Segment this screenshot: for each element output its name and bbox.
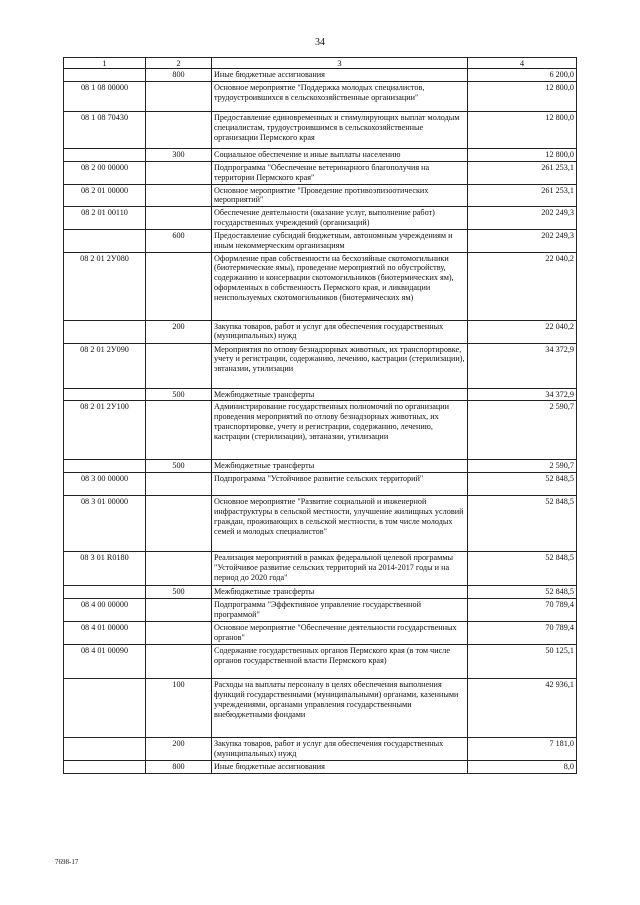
table-row	[64, 645, 577, 679]
cell-expense-type	[146, 552, 212, 586]
table-row	[64, 207, 577, 230]
cell-target-code: 08 2 01 00110	[64, 207, 146, 230]
cell-target-code: 08 3 01 00000	[64, 496, 146, 552]
table-row	[64, 343, 577, 388]
table-row	[64, 69, 577, 82]
cell-name: Предоставление единовременных и стимулирующих выплат молодым специалистам, трудоустроившимся в сельскохозяйственные организации Пермского края	[212, 112, 468, 149]
cell-name: Основное мероприятие "Обеспечение деятельности государственных органов"	[212, 622, 468, 645]
cell-name: Основное мероприятие "Развитие социальной и инженерной инфраструктуры в сельской местности, улучшение жилищных условий граждан, проживающих в сельской местности, в том числе молодых семей и молодых специалистов"	[212, 496, 468, 552]
cell-amount: 52 848,5	[468, 473, 577, 496]
cell-amount: 34 372,9	[468, 343, 577, 388]
budget-table	[63, 57, 577, 774]
cell-target-code	[64, 586, 146, 599]
header-col-2: 2	[146, 58, 212, 69]
cell-amount: 50 125,1	[468, 645, 577, 679]
cell-amount: 8,0	[468, 761, 577, 774]
cell-name: Основное мероприятие "Проведение противоэпизоотических мероприятий"	[212, 184, 468, 207]
cell-expense-type: 800	[146, 69, 212, 82]
table-row	[64, 320, 577, 343]
cell-expense-type	[146, 401, 212, 460]
cell-expense-type	[146, 161, 212, 184]
table-row	[64, 229, 577, 252]
cell-target-code: 08 1 08 00000	[64, 82, 146, 112]
table-row	[64, 82, 577, 112]
cell-amount: 22 040,2	[468, 252, 577, 320]
table-row	[64, 473, 577, 496]
page-number: 34	[315, 37, 325, 48]
cell-target-code	[64, 388, 146, 401]
cell-expense-type: 200	[146, 738, 212, 761]
table-row	[64, 679, 577, 738]
header-col-1: 1	[64, 58, 146, 69]
cell-name: Администрирование государственных полномочий по организации проведения мероприятий по отлову безнадзорных животных, их транспортировке, учету и регистрации, содержанию, лечению, кастрации (стерилизации), эвтаназии, утилизации	[212, 401, 468, 460]
table-row	[64, 599, 577, 622]
cell-target-code: 08 2 01 2У100	[64, 401, 146, 460]
cell-expense-type: 600	[146, 229, 212, 252]
cell-amount: 261 253,1	[468, 184, 577, 207]
cell-target-code	[64, 69, 146, 82]
table-row	[64, 149, 577, 162]
cell-amount: 22 040,2	[468, 320, 577, 343]
cell-amount: 6 200,0	[468, 69, 577, 82]
header-col-3: 3	[212, 58, 468, 69]
cell-expense-type	[146, 82, 212, 112]
table-row	[64, 252, 577, 320]
cell-amount: 42 936,1	[468, 679, 577, 738]
cell-amount: 34 372,9	[468, 388, 577, 401]
cell-name: Межбюджетные трансферты	[212, 388, 468, 401]
cell-target-code: 08 2 00 00000	[64, 161, 146, 184]
table-row	[64, 401, 577, 460]
cell-name: Предоставление субсидий бюджетным, автономным учреждениям и иным некоммерческим организациям	[212, 229, 468, 252]
cell-amount: 202 249,3	[468, 207, 577, 230]
cell-amount: 2 590,7	[468, 401, 577, 460]
cell-amount: 261 253,1	[468, 161, 577, 184]
cell-expense-type	[146, 207, 212, 230]
cell-amount: 202 249,3	[468, 229, 577, 252]
cell-target-code: 08 3 01 R0180	[64, 552, 146, 586]
cell-expense-type	[146, 473, 212, 496]
cell-target-code: 08 2 01 2У080	[64, 252, 146, 320]
cell-expense-type	[146, 622, 212, 645]
cell-expense-type: 100	[146, 679, 212, 738]
cell-target-code: 08 4 01 00090	[64, 645, 146, 679]
cell-expense-type: 300	[146, 149, 212, 162]
table-row	[64, 761, 577, 774]
cell-target-code: 08 4 00 00000	[64, 599, 146, 622]
table-row	[64, 161, 577, 184]
cell-name: Мероприятия по отлову безнадзорных животных, их транспортировке, учету и регистрации, содержанию, лечению, кастрации (стерилизации), эвтаназии, утилизации	[212, 343, 468, 388]
cell-target-code	[64, 761, 146, 774]
cell-name: Подпрограмма "Устойчивое развитие сельских территорий"	[212, 473, 468, 496]
header-col-4: 4	[468, 58, 577, 69]
table-row	[64, 496, 577, 552]
cell-expense-type: 800	[146, 761, 212, 774]
cell-expense-type	[146, 599, 212, 622]
cell-target-code	[64, 738, 146, 761]
table-row	[64, 552, 577, 586]
document-code: 7698-17	[55, 858, 79, 866]
table-row	[64, 388, 577, 401]
cell-target-code	[64, 229, 146, 252]
cell-name: Содержание государственных органов Пермского края (в том числе органов государственной власти Пермского края)	[212, 645, 468, 679]
cell-expense-type: 500	[146, 586, 212, 599]
cell-name: Реализация мероприятий в рамках федеральной целевой программы "Устойчивое развитие сельских территорий на 2014-2017 годы и на период до 2020 года"	[212, 552, 468, 586]
cell-amount: 2 590,7	[468, 460, 577, 473]
table-row	[64, 738, 577, 761]
cell-amount: 52 848,5	[468, 586, 577, 599]
cell-target-code	[64, 149, 146, 162]
cell-name: Межбюджетные трансферты	[212, 460, 468, 473]
cell-amount: 7 181,0	[468, 738, 577, 761]
table-row	[64, 586, 577, 599]
cell-name: Закупка товаров, работ и услуг для обеспечения государственных (муниципальных) нужд	[212, 738, 468, 761]
cell-expense-type	[146, 645, 212, 679]
cell-expense-type: 500	[146, 388, 212, 401]
cell-name: Подпрограмма "Эффективное управление государственной программой"	[212, 599, 468, 622]
cell-expense-type	[146, 112, 212, 149]
cell-name: Основное мероприятие "Поддержка молодых специалистов, трудоустроившихся в сельскохозяйственные организации"	[212, 82, 468, 112]
table-row	[64, 622, 577, 645]
cell-name: Социальное обеспечение и иные выплаты населению	[212, 149, 468, 162]
cell-target-code: 08 2 01 00000	[64, 184, 146, 207]
table-header-row	[64, 58, 577, 69]
cell-target-code	[64, 320, 146, 343]
cell-target-code: 08 3 00 00000	[64, 473, 146, 496]
cell-name: Иные бюджетные ассигнования	[212, 761, 468, 774]
cell-target-code: 08 1 08 70430	[64, 112, 146, 149]
cell-expense-type: 500	[146, 460, 212, 473]
cell-amount: 12 800,0	[468, 82, 577, 112]
cell-expense-type	[146, 343, 212, 388]
cell-target-code	[64, 679, 146, 738]
table-row	[64, 112, 577, 149]
cell-name: Закупка товаров, работ и услуг для обеспечения государственных (муниципальных) нужд	[212, 320, 468, 343]
cell-amount: 52 848,5	[468, 496, 577, 552]
cell-target-code: 08 2 01 2У090	[64, 343, 146, 388]
cell-name: Межбюджетные трансферты	[212, 586, 468, 599]
cell-target-code	[64, 460, 146, 473]
cell-amount: 12 800,0	[468, 149, 577, 162]
cell-target-code: 08 4 01 00000	[64, 622, 146, 645]
cell-amount: 70 789,4	[468, 622, 577, 645]
cell-amount: 70 789,4	[468, 599, 577, 622]
table-row	[64, 460, 577, 473]
table-row	[64, 184, 577, 207]
cell-name: Иные бюджетные ассигнования	[212, 69, 468, 82]
cell-expense-type	[146, 252, 212, 320]
cell-name: Оформление прав собственности на бесхозяйные скотомогильники (биотермические ямы), проведение мероприятий по обустройству, содержанию и консервации скотомогильников (биотермических ям), оформленных в собственность Пермского края, и ликвидации неиспользуемых скотомогильников (биотермических ям)	[212, 252, 468, 320]
cell-amount: 52 848,5	[468, 552, 577, 586]
cell-name: Обеспечение деятельности (оказание услуг, выполнение работ) государственных учреждений (организаций)	[212, 207, 468, 230]
cell-expense-type: 200	[146, 320, 212, 343]
cell-amount: 12 800,0	[468, 112, 577, 149]
cell-name: Подпрограмма "Обеспечение ветеринарного благополучия на территории Пермского края"	[212, 161, 468, 184]
cell-expense-type	[146, 184, 212, 207]
cell-name: Расходы на выплаты персоналу в целях обеспечения выполнения функций государственными (муниципальными) органами, казенными учреждениями, органами управления государственными внебюджетными фондами	[212, 679, 468, 738]
cell-expense-type	[146, 496, 212, 552]
